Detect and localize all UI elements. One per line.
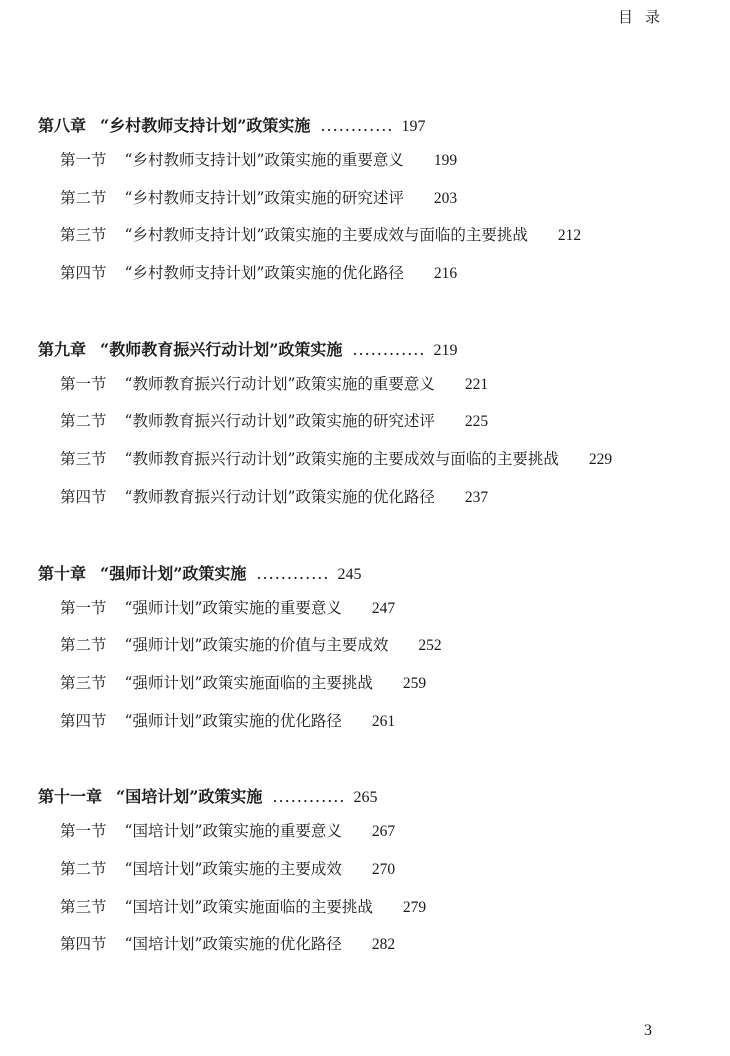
leader-dots: ............	[256, 563, 330, 583]
section-number: 第四节	[60, 487, 107, 506]
section-entry	[38, 627, 700, 665]
section-page: 259	[402, 674, 427, 692]
section-title: “国培计划”政策实施的优化路径	[124, 935, 342, 954]
section-number: 第一节	[60, 598, 107, 617]
section-title: “乡村教师支持计划”政策实施的主要成效与面临的主要挑战	[124, 226, 528, 245]
section-title: “乡村教师支持计划”政策实施的优化路径	[124, 264, 404, 283]
section-page: 252	[418, 637, 442, 655]
section-number: 第三节	[60, 673, 107, 692]
section-number: 第四节	[60, 935, 107, 954]
section-entry	[38, 889, 700, 927]
chapter-number: 第十章	[38, 563, 87, 583]
section-page: 212	[557, 227, 582, 245]
section-number: 第一节	[60, 822, 107, 841]
section-page: 216	[433, 265, 458, 283]
section-title: “国培计划”政策实施的主要成效	[124, 859, 342, 878]
section-title: “教师教育振兴行动计划”政策实施的优化路径	[124, 487, 435, 506]
section-entry	[38, 441, 700, 479]
leader-dots: ............	[352, 339, 426, 359]
chapter-page: 265	[353, 789, 378, 807]
section-entry	[38, 851, 700, 889]
section-page: 225	[464, 413, 489, 431]
section-title: “教师教育振兴行动计划”政策实施的研究述评	[124, 412, 435, 431]
section-page: 199	[433, 152, 458, 169]
section-number: 第三节	[60, 226, 107, 245]
section-number: 第四节	[60, 264, 107, 283]
section-number: 第一节	[60, 151, 107, 169]
section-number: 第三节	[60, 450, 107, 469]
chapter-heading	[38, 558, 700, 590]
section-title: “国培计划”政策实施的重要意义	[124, 822, 342, 841]
chapter-11	[38, 781, 700, 964]
section-page: 279	[402, 898, 427, 916]
section-number: 第三节	[60, 897, 107, 916]
section-title: “强师计划”政策实施面临的主要挑战	[124, 673, 373, 692]
section-entry	[38, 590, 700, 628]
section-entry	[38, 479, 700, 517]
section-number: 第一节	[60, 374, 107, 393]
section-title: “强师计划”政策实施的重要意义	[124, 598, 342, 617]
running-header: 目录	[617, 8, 672, 26]
chapter-title: “国培计划”政策实施	[116, 787, 263, 807]
section-number: 第二节	[60, 859, 107, 878]
section-number: 第四节	[60, 711, 107, 730]
section-page: 229	[588, 451, 613, 469]
chapter-page: 197	[401, 118, 426, 135]
section-entry	[38, 813, 700, 851]
section-entry	[38, 217, 700, 255]
leader-dots: ............	[320, 116, 394, 135]
section-page: 282	[371, 936, 396, 954]
chapter-page: 245	[337, 565, 362, 583]
chapter-number: 第十一章	[38, 787, 103, 807]
chapter-heading	[38, 110, 700, 142]
section-entry	[38, 703, 700, 741]
section-page: 203	[433, 189, 458, 207]
section-title: “强师计划”政策实施的优化路径	[124, 711, 342, 730]
section-title: “乡村教师支持计划”政策实施的重要意义	[124, 151, 404, 169]
section-entry	[38, 255, 700, 293]
chapter-10	[38, 558, 700, 741]
section-title: “强师计划”政策实施的价值与主要成效	[124, 636, 389, 655]
section-title: “乡村教师支持计划”政策实施的研究述评	[124, 188, 404, 207]
section-page: 221	[464, 375, 489, 393]
chapter-title: “强师计划”政策实施	[100, 563, 247, 583]
section-entry	[38, 180, 700, 218]
page-number: 3	[644, 1022, 652, 1039]
section-entry	[38, 665, 700, 703]
section-page: 247	[371, 599, 396, 617]
chapter-9	[38, 334, 700, 517]
section-entry	[38, 142, 700, 180]
chapter-number: 第八章	[38, 116, 87, 135]
section-page: 237	[464, 488, 489, 506]
section-entry	[38, 366, 700, 404]
chapter-heading	[38, 781, 700, 813]
section-number: 第二节	[60, 412, 107, 431]
section-page: 267	[371, 823, 396, 841]
section-page: 261	[371, 712, 396, 730]
table-of-contents	[38, 110, 700, 1005]
section-entry	[38, 926, 700, 964]
section-page: 270	[371, 860, 396, 878]
section-entry	[38, 403, 700, 441]
section-number: 第二节	[60, 188, 107, 207]
leader-dots: ............	[272, 787, 346, 807]
chapter-title: “教师教育振兴行动计划”政策实施	[100, 339, 343, 359]
section-title: “教师教育振兴行动计划”政策实施的主要成效与面临的主要挑战	[124, 450, 559, 469]
chapter-title: “乡村教师支持计划”政策实施	[100, 116, 311, 135]
chapter-page: 219	[433, 341, 458, 359]
section-title: “国培计划”政策实施面临的主要挑战	[124, 897, 373, 916]
chapter-number: 第九章	[38, 339, 87, 359]
chapter-8	[38, 110, 700, 293]
section-number: 第二节	[60, 636, 107, 655]
chapter-heading	[38, 334, 700, 366]
section-title: “教师教育振兴行动计划”政策实施的重要意义	[124, 374, 435, 393]
